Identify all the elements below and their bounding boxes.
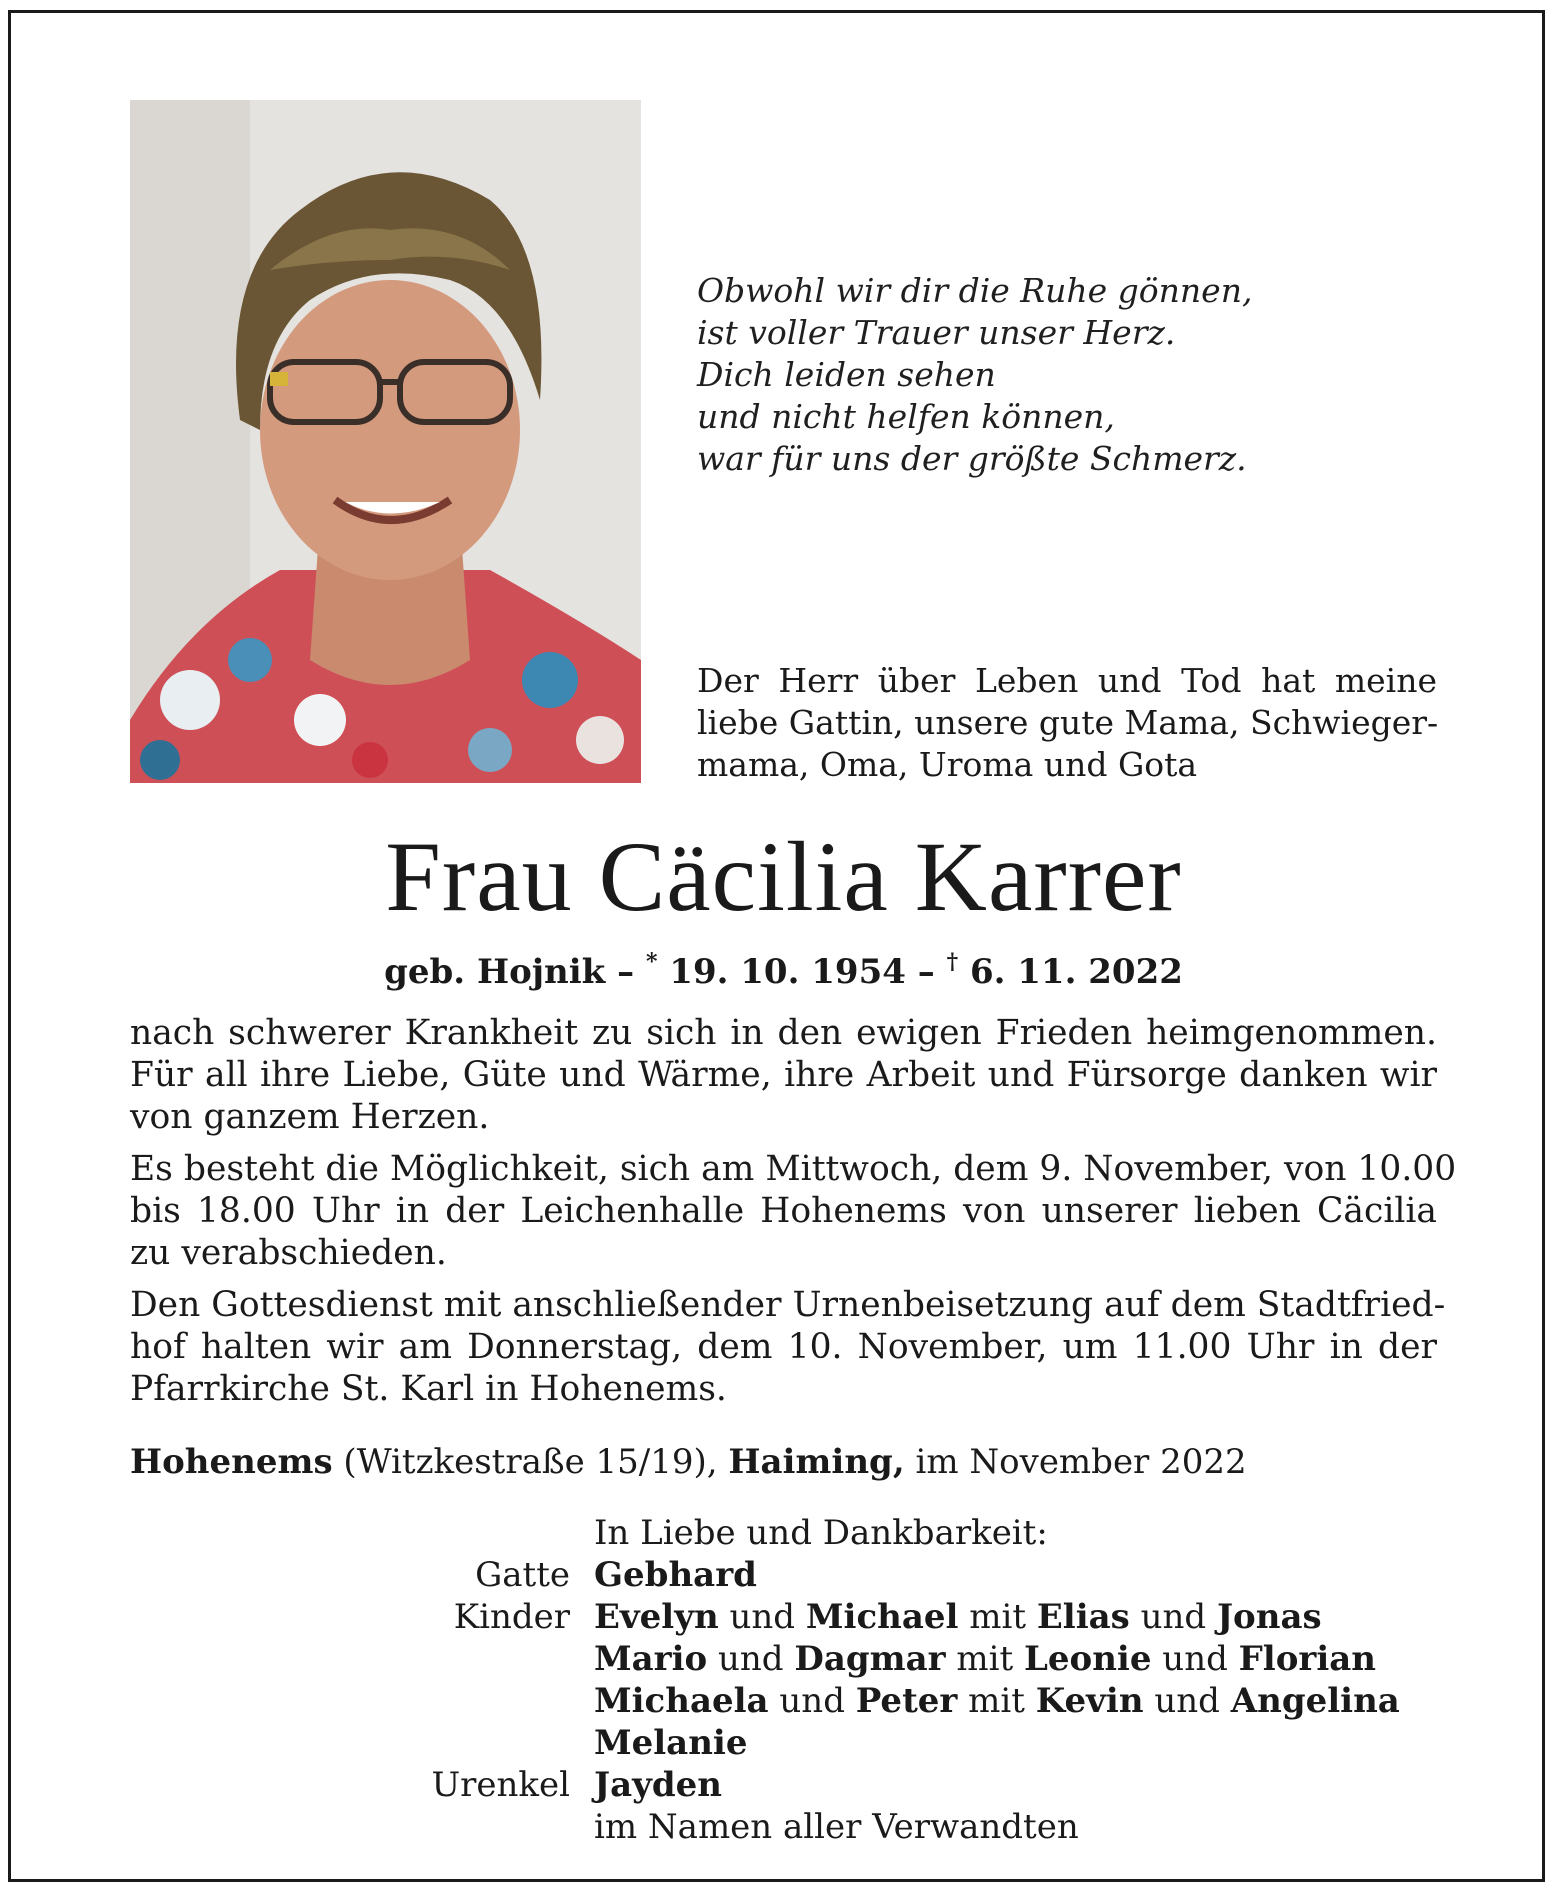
birth-date: 19. 10. 1954	[657, 952, 906, 992]
connector: mit	[945, 1639, 1024, 1679]
body-line: von ganzem Herzen.	[130, 1097, 490, 1137]
announcement-body	[130, 1012, 1457, 1420]
poem-line: Dich leiden sehen	[697, 355, 996, 394]
separator: –	[905, 952, 947, 992]
paragraph-death-notice	[130, 1012, 1437, 1138]
intro-line: liebe Gattin, unsere gute Mama, Schwieger-	[697, 703, 1439, 742]
body-line: Es besteht die Möglichkeit, sich am Mittwoch, dem 9. November, von 10.00	[130, 1149, 1457, 1189]
signature-heading: In Liebe und Dankbarkeit:	[594, 1513, 1048, 1553]
place-and-date	[130, 1440, 1437, 1484]
address: (Witzkestraße 15/19),	[332, 1442, 729, 1482]
mourner-name: Kevin	[1035, 1681, 1144, 1721]
poem-line: war für uns der größte Schmerz.	[697, 439, 1247, 478]
kinder-line	[594, 1596, 1460, 1638]
paragraph-farewell	[130, 1148, 1457, 1274]
mourner-name: Michaela	[594, 1681, 769, 1721]
date-line: im November 2022	[904, 1442, 1247, 1482]
life-dates	[0, 940, 1567, 994]
kinder-line	[594, 1680, 1460, 1722]
mourner-name: Angelina	[1230, 1681, 1400, 1721]
kinder-line	[594, 1722, 1460, 1764]
poem-line: Obwohl wir dir die Ruhe gönnen,	[697, 271, 1253, 310]
connector: und	[718, 1597, 806, 1637]
mourner-name: Evelyn	[594, 1597, 719, 1637]
closing-line: im Namen aller Verwandten	[594, 1807, 1079, 1847]
separator: –	[605, 952, 646, 992]
body-line: bis 18.00 Uhr in der Leichenhalle Hohenems von unserer lieben Cäcilia	[130, 1191, 1437, 1231]
connector: mit	[958, 1597, 1037, 1637]
mourner-name: Florian	[1238, 1639, 1376, 1679]
mourner-name: Dagmar	[794, 1639, 946, 1679]
connector: und	[1151, 1639, 1239, 1679]
connector: und	[1129, 1597, 1217, 1637]
poem	[697, 270, 1457, 480]
kinder-line	[594, 1638, 1460, 1680]
mourner-name: Leonie	[1024, 1639, 1152, 1679]
intro-line: mama, Oma, Uroma und Gota	[697, 745, 1198, 784]
role-label-kinder: Kinder	[453, 1597, 570, 1637]
mourner-name: Michael	[805, 1597, 959, 1637]
mourner-name: Melanie	[594, 1723, 748, 1763]
role-label-urenkel: Urenkel	[431, 1765, 570, 1805]
mourners-list	[380, 1512, 1460, 1848]
mourner-name: Jonas	[1216, 1597, 1322, 1637]
body-line: Den Gottesdienst mit anschließender Urnenbeisetzung auf dem Stadtfried-	[130, 1285, 1446, 1325]
intro-line: Der Herr über Leben und Tod hat meine	[697, 661, 1437, 700]
city-haiming: Haiming,	[728, 1442, 905, 1482]
intro-text	[697, 660, 1437, 786]
connector: mit	[957, 1681, 1036, 1721]
paragraph-service	[130, 1284, 1446, 1410]
mourner-name: Elias	[1036, 1597, 1130, 1637]
poem-line: und nicht helfen können,	[697, 397, 1115, 436]
role-label-gatte: Gatte	[475, 1555, 570, 1595]
death-date: 6. 11. 2022	[958, 952, 1183, 992]
poem-line: ist voller Trauer unser Herz.	[697, 313, 1176, 352]
portrait-photo	[130, 100, 641, 783]
death-symbol: †	[946, 949, 959, 975]
birth-symbol: *	[645, 949, 658, 975]
mourner-name: Mario	[594, 1639, 708, 1679]
connector: und	[1143, 1681, 1231, 1721]
mourner-name: Jayden	[594, 1765, 722, 1805]
mourner-name: Gebhard	[594, 1555, 757, 1595]
connector: und	[768, 1681, 856, 1721]
mourner-name: Peter	[855, 1681, 958, 1721]
deceased-name: Frau Cäcilia Karrer	[385, 821, 1182, 932]
body-line: zu verabschieden.	[130, 1233, 447, 1273]
maiden-name: geb. Hojnik	[384, 952, 606, 992]
body-line: nach schwerer Krankheit zu sich in den ewigen Frieden heimgenommen.	[130, 1013, 1437, 1053]
body-line: Pfarrkirche St. Karl in Hohenems.	[130, 1369, 727, 1409]
connector: und	[707, 1639, 795, 1679]
body-line: hof halten wir am Donnerstag, dem 10. November, um 11.00 Uhr in der	[130, 1327, 1437, 1367]
city-hohenems: Hohenems	[130, 1442, 333, 1482]
body-line: Für all ihre Liebe, Güte und Wärme, ihre Arbeit und Fürsorge danken wir	[130, 1055, 1437, 1095]
